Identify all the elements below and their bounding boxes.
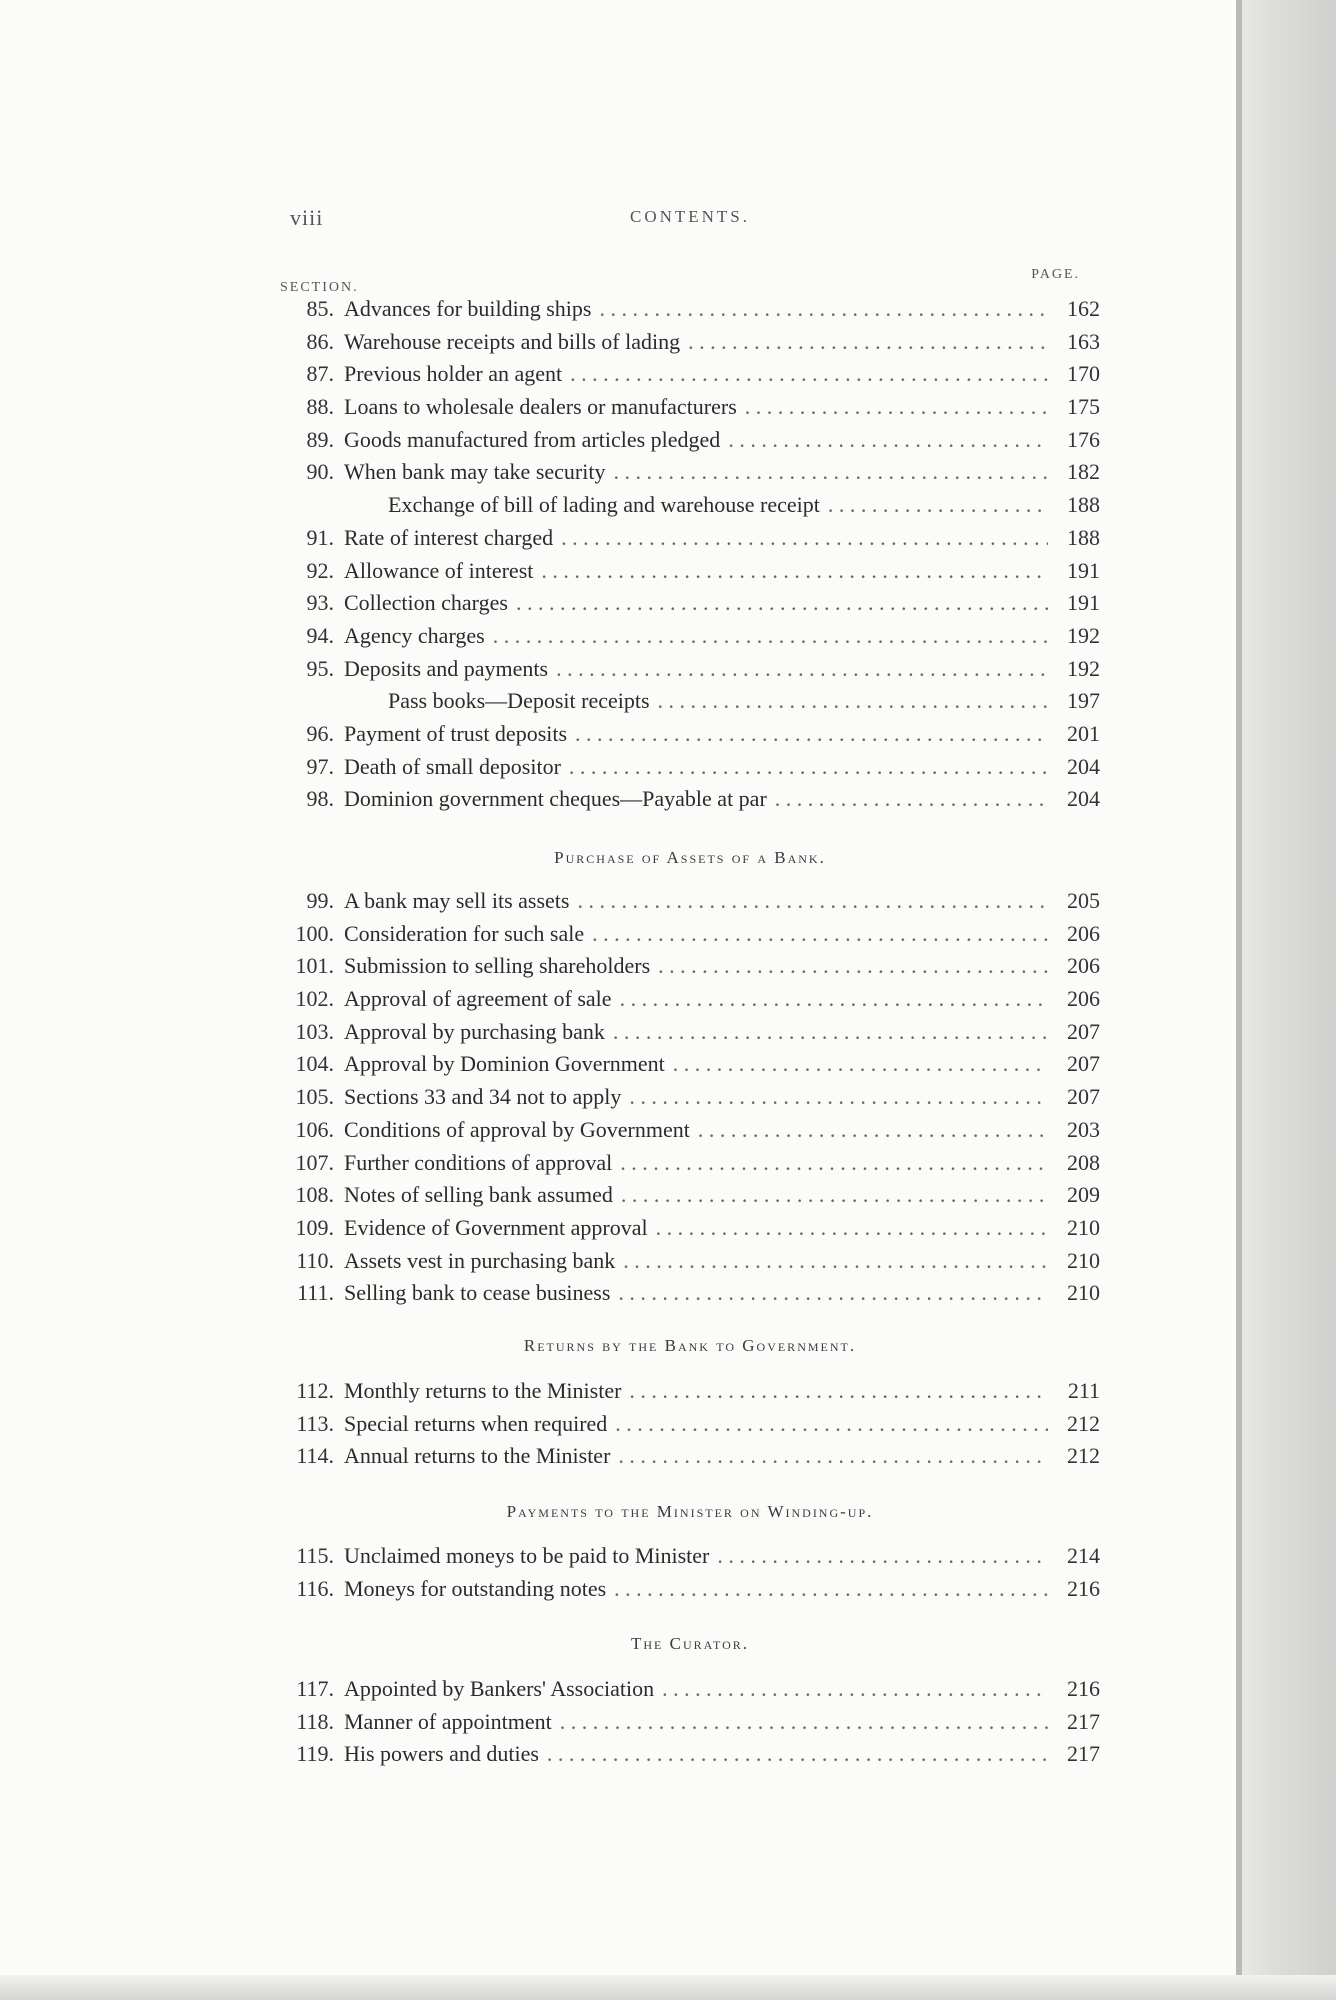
entry-title: Pass books—Deposit receipts (388, 688, 650, 714)
toc-entry (280, 1543, 1100, 1576)
dot-leader (623, 1248, 1048, 1274)
toc-entry (280, 1411, 1100, 1444)
section-number: 119. (296, 1741, 334, 1767)
section-heading-winding-up: Payments to the Minister on Winding-up. (506, 1502, 874, 1521)
entry-title: Death of small depositor (344, 753, 561, 779)
entry-title: Approval by Dominion Government (344, 1051, 665, 1077)
dot-leader (629, 1378, 1048, 1404)
section-number: 97. (306, 753, 334, 779)
toc-entry (280, 754, 1100, 787)
section-number: 100. (295, 920, 334, 946)
section-number: 112. (296, 1378, 334, 1403)
toc-group-general (280, 296, 1100, 819)
page-number: 192 (1067, 622, 1100, 648)
toc-entry (280, 1741, 1100, 1774)
page-number: 203 (1067, 1116, 1100, 1142)
dot-leader (613, 459, 1048, 485)
entry-title: Approval of agreement of sale (344, 986, 612, 1012)
page-number: 211 (1067, 1378, 1100, 1403)
entry-title: Approval by purchasing bank (344, 1018, 605, 1044)
section-number: 118. (296, 1708, 334, 1734)
section-number: 90. (306, 459, 334, 485)
dot-leader (560, 1709, 1048, 1735)
page-number: 191 (1067, 557, 1100, 583)
dot-leader (717, 1543, 1048, 1569)
dot-leader (547, 1741, 1048, 1767)
entry-title: Rate of interest charged (344, 524, 554, 550)
dot-leader (745, 394, 1048, 420)
entry-title: Deposits and payments (344, 655, 549, 681)
toc-entry (280, 888, 1100, 921)
entry-title: Notes of selling bank assumed (344, 1182, 613, 1208)
page-number: 205 (1067, 888, 1100, 913)
running-head (290, 205, 1090, 235)
page-number: 210 (1067, 1280, 1100, 1306)
section-number: 94. (306, 622, 334, 648)
section-heading-returns: Returns by the Bank to Government. (523, 1336, 857, 1355)
section-number: 101. (295, 953, 334, 979)
page-folio: viii (290, 205, 324, 230)
page-edge-bottom (0, 1975, 1336, 2000)
page-number: 210 (1067, 1214, 1100, 1240)
page-number: 207 (1067, 1084, 1100, 1110)
page-number: 191 (1067, 590, 1100, 616)
toc-entry (280, 1576, 1100, 1609)
toc-entry (280, 1378, 1100, 1411)
entry-title: Appointed by Bankers' Association (344, 1676, 655, 1701)
dot-leader (698, 1117, 1048, 1143)
page-number: 217 (1067, 1741, 1100, 1767)
toc-entry (280, 427, 1100, 460)
page-number: 162 (1067, 296, 1100, 321)
entry-title: Agency charges (344, 622, 485, 648)
section-number: 108. (295, 1182, 334, 1208)
toc-entry (280, 394, 1100, 427)
column-heads (280, 262, 1080, 295)
toc-group-curator (280, 1676, 1100, 1774)
dot-leader (592, 921, 1048, 947)
dot-leader (658, 688, 1048, 714)
section-number: 107. (295, 1149, 334, 1175)
dot-leader (658, 953, 1048, 979)
dot-leader (615, 1411, 1048, 1437)
section-heading-curator: The Curator. (630, 1634, 749, 1653)
dot-leader (556, 656, 1048, 682)
entry-title: Manner of appointment (344, 1708, 552, 1734)
entry-title: Submission to selling shareholders (344, 953, 651, 979)
page-number: 206 (1067, 986, 1100, 1012)
section-number: 111. (297, 1280, 334, 1306)
dot-leader (656, 1215, 1048, 1241)
toc-entry (280, 786, 1100, 819)
dot-leader (629, 1084, 1048, 1110)
toc-entry (280, 1443, 1100, 1476)
section-number: 96. (306, 720, 334, 746)
entry-title: Goods manufactured from articles pledged (344, 426, 721, 452)
toc-entry (280, 986, 1100, 1019)
dot-leader (575, 721, 1048, 747)
page-number: 192 (1067, 655, 1100, 681)
section-number: 85. (306, 296, 334, 321)
page-number: 212 (1067, 1443, 1100, 1469)
entry-title: Sections 33 and 34 not to apply (344, 1084, 622, 1110)
toc-entry (280, 688, 1100, 721)
toc-entry (280, 558, 1100, 591)
page-number: 216 (1067, 1676, 1100, 1701)
entry-title: Dominion government cheques—Payable at par (344, 786, 767, 812)
entry-title: Payment of trust deposits (344, 720, 568, 746)
page-number: 201 (1067, 720, 1100, 746)
dot-leader (516, 590, 1048, 616)
page-number: 188 (1067, 492, 1100, 518)
section-number: 105. (295, 1084, 334, 1110)
page-number: 212 (1067, 1410, 1100, 1436)
toc-group-purchase (280, 888, 1100, 1313)
section-number: 114. (296, 1443, 334, 1469)
toc-entry (280, 1676, 1100, 1709)
entry-title: Assets vest in purchasing bank (344, 1247, 616, 1273)
toc-entry (280, 921, 1100, 954)
section-number: 86. (306, 328, 334, 354)
page-number: 197 (1067, 688, 1100, 714)
dot-leader (569, 754, 1048, 780)
dot-leader (618, 1443, 1048, 1469)
entry-title: Unclaimed moneys to be paid to Minister (344, 1543, 710, 1568)
entry-title: Allowance of interest (344, 557, 534, 583)
section-number: 88. (306, 394, 334, 420)
section-number: 113. (296, 1410, 334, 1436)
toc-entry (280, 1117, 1100, 1150)
entry-title: Moneys for outstanding notes (344, 1575, 607, 1601)
section-number: 103. (295, 1018, 334, 1044)
section-number: 117. (296, 1676, 334, 1701)
entry-title: Warehouse receipts and bills of lading (344, 328, 681, 354)
section-number: 95. (306, 655, 334, 681)
section-number: 102. (295, 986, 334, 1012)
entry-title: Advances for building ships (344, 296, 592, 321)
toc-entry (280, 623, 1100, 656)
toc-entry (280, 1051, 1100, 1084)
section-number: 116. (296, 1575, 334, 1601)
dot-leader (561, 525, 1048, 551)
toc-entry (280, 1019, 1100, 1052)
section-number: 87. (306, 361, 334, 387)
entry-title: Further conditions of approval (344, 1149, 613, 1175)
toc-entry (280, 1182, 1100, 1215)
entry-title: A bank may sell its assets (344, 888, 570, 913)
page-edge-right (1236, 0, 1336, 2000)
toc-entry (280, 1150, 1100, 1183)
entry-title: Annual returns to the Minister (344, 1443, 611, 1469)
dot-leader (673, 1051, 1048, 1077)
dot-leader (541, 558, 1048, 584)
page-number: 188 (1067, 524, 1100, 550)
page-number: 216 (1067, 1575, 1100, 1601)
dot-leader (613, 1019, 1048, 1045)
section-number: 89. (306, 426, 334, 452)
toc-group-returns (280, 1378, 1100, 1476)
section-heading-purchase: Purchase of Assets of a Bank. (554, 848, 826, 867)
page-number: 207 (1067, 1051, 1100, 1077)
page-number: 206 (1067, 920, 1100, 946)
dot-leader (577, 888, 1048, 914)
page-number: 206 (1067, 953, 1100, 979)
section-number: 115. (296, 1543, 334, 1568)
page-number: 182 (1067, 459, 1100, 485)
dot-leader (570, 361, 1048, 387)
page-number: 204 (1067, 786, 1100, 812)
page-number: 209 (1067, 1182, 1100, 1208)
toc-group-winding-up (280, 1543, 1100, 1608)
toc-entry (280, 329, 1100, 362)
entry-title: When bank may take security (344, 459, 606, 485)
entry-title: Loans to wholesale dealers or manufacturers (344, 394, 737, 420)
dot-leader (599, 296, 1048, 322)
toc-entry (280, 296, 1100, 329)
section-number: 99. (306, 888, 334, 913)
page-number: 214 (1067, 1543, 1100, 1568)
toc-entry (280, 721, 1100, 754)
section-number: 91. (306, 524, 334, 550)
section-column-label: SECTION. (280, 280, 359, 295)
toc-entry (280, 1280, 1100, 1313)
entry-title: Exchange of bill of lading and warehouse receipt (388, 492, 820, 518)
dot-leader (775, 786, 1048, 812)
section-number: 106. (295, 1116, 334, 1142)
entry-title: His powers and duties (344, 1741, 539, 1767)
toc-entry (280, 459, 1100, 492)
section-number: 104. (295, 1051, 334, 1077)
page-number: 207 (1067, 1018, 1100, 1044)
dot-leader (621, 1182, 1048, 1208)
section-number: 109. (295, 1214, 334, 1240)
toc-entry (280, 1709, 1100, 1742)
running-title: CONTENTS. (629, 207, 751, 226)
dot-leader (620, 986, 1048, 1012)
entry-title: Consideration for such sale (344, 920, 585, 946)
page-number: 208 (1067, 1149, 1100, 1175)
entry-title: Conditions of approval by Government (344, 1116, 690, 1142)
dot-leader (620, 1150, 1048, 1176)
toc-entry (280, 953, 1100, 986)
toc-entry (280, 1248, 1100, 1281)
toc-entry (280, 525, 1100, 558)
entry-title: Special returns when required (344, 1410, 608, 1436)
page-column-label: PAGE. (1031, 267, 1080, 282)
page-number: 175 (1067, 394, 1100, 420)
toc-entry (280, 1215, 1100, 1248)
entry-title: Selling bank to cease business (344, 1280, 611, 1306)
section-number: 92. (306, 557, 334, 583)
dot-leader (828, 492, 1048, 518)
entry-title: Previous holder an agent (344, 361, 563, 387)
page-number: 210 (1067, 1247, 1100, 1273)
dot-leader (618, 1280, 1048, 1306)
toc-entry (280, 1084, 1100, 1117)
toc-entry (280, 656, 1100, 689)
toc-entry (280, 361, 1100, 394)
page-number: 176 (1067, 426, 1100, 452)
dot-leader (493, 623, 1048, 649)
section-number: 93. (306, 590, 334, 616)
entry-title: Evidence of Government approval (344, 1214, 648, 1240)
toc-entry (280, 590, 1100, 623)
entry-title: Monthly returns to the Minister (344, 1378, 622, 1403)
page-number: 217 (1067, 1708, 1100, 1734)
dot-leader (614, 1576, 1048, 1602)
section-number: 98. (306, 786, 334, 812)
dot-leader (662, 1676, 1048, 1702)
toc-entry (280, 492, 1100, 525)
entry-title: Collection charges (344, 590, 508, 616)
page-edge-shadow (1236, 0, 1242, 2000)
section-number: 110. (296, 1247, 334, 1273)
dot-leader (728, 427, 1048, 453)
page-number: 170 (1067, 361, 1100, 387)
page-number: 204 (1067, 753, 1100, 779)
page-number: 163 (1067, 328, 1100, 354)
dot-leader (688, 329, 1048, 355)
